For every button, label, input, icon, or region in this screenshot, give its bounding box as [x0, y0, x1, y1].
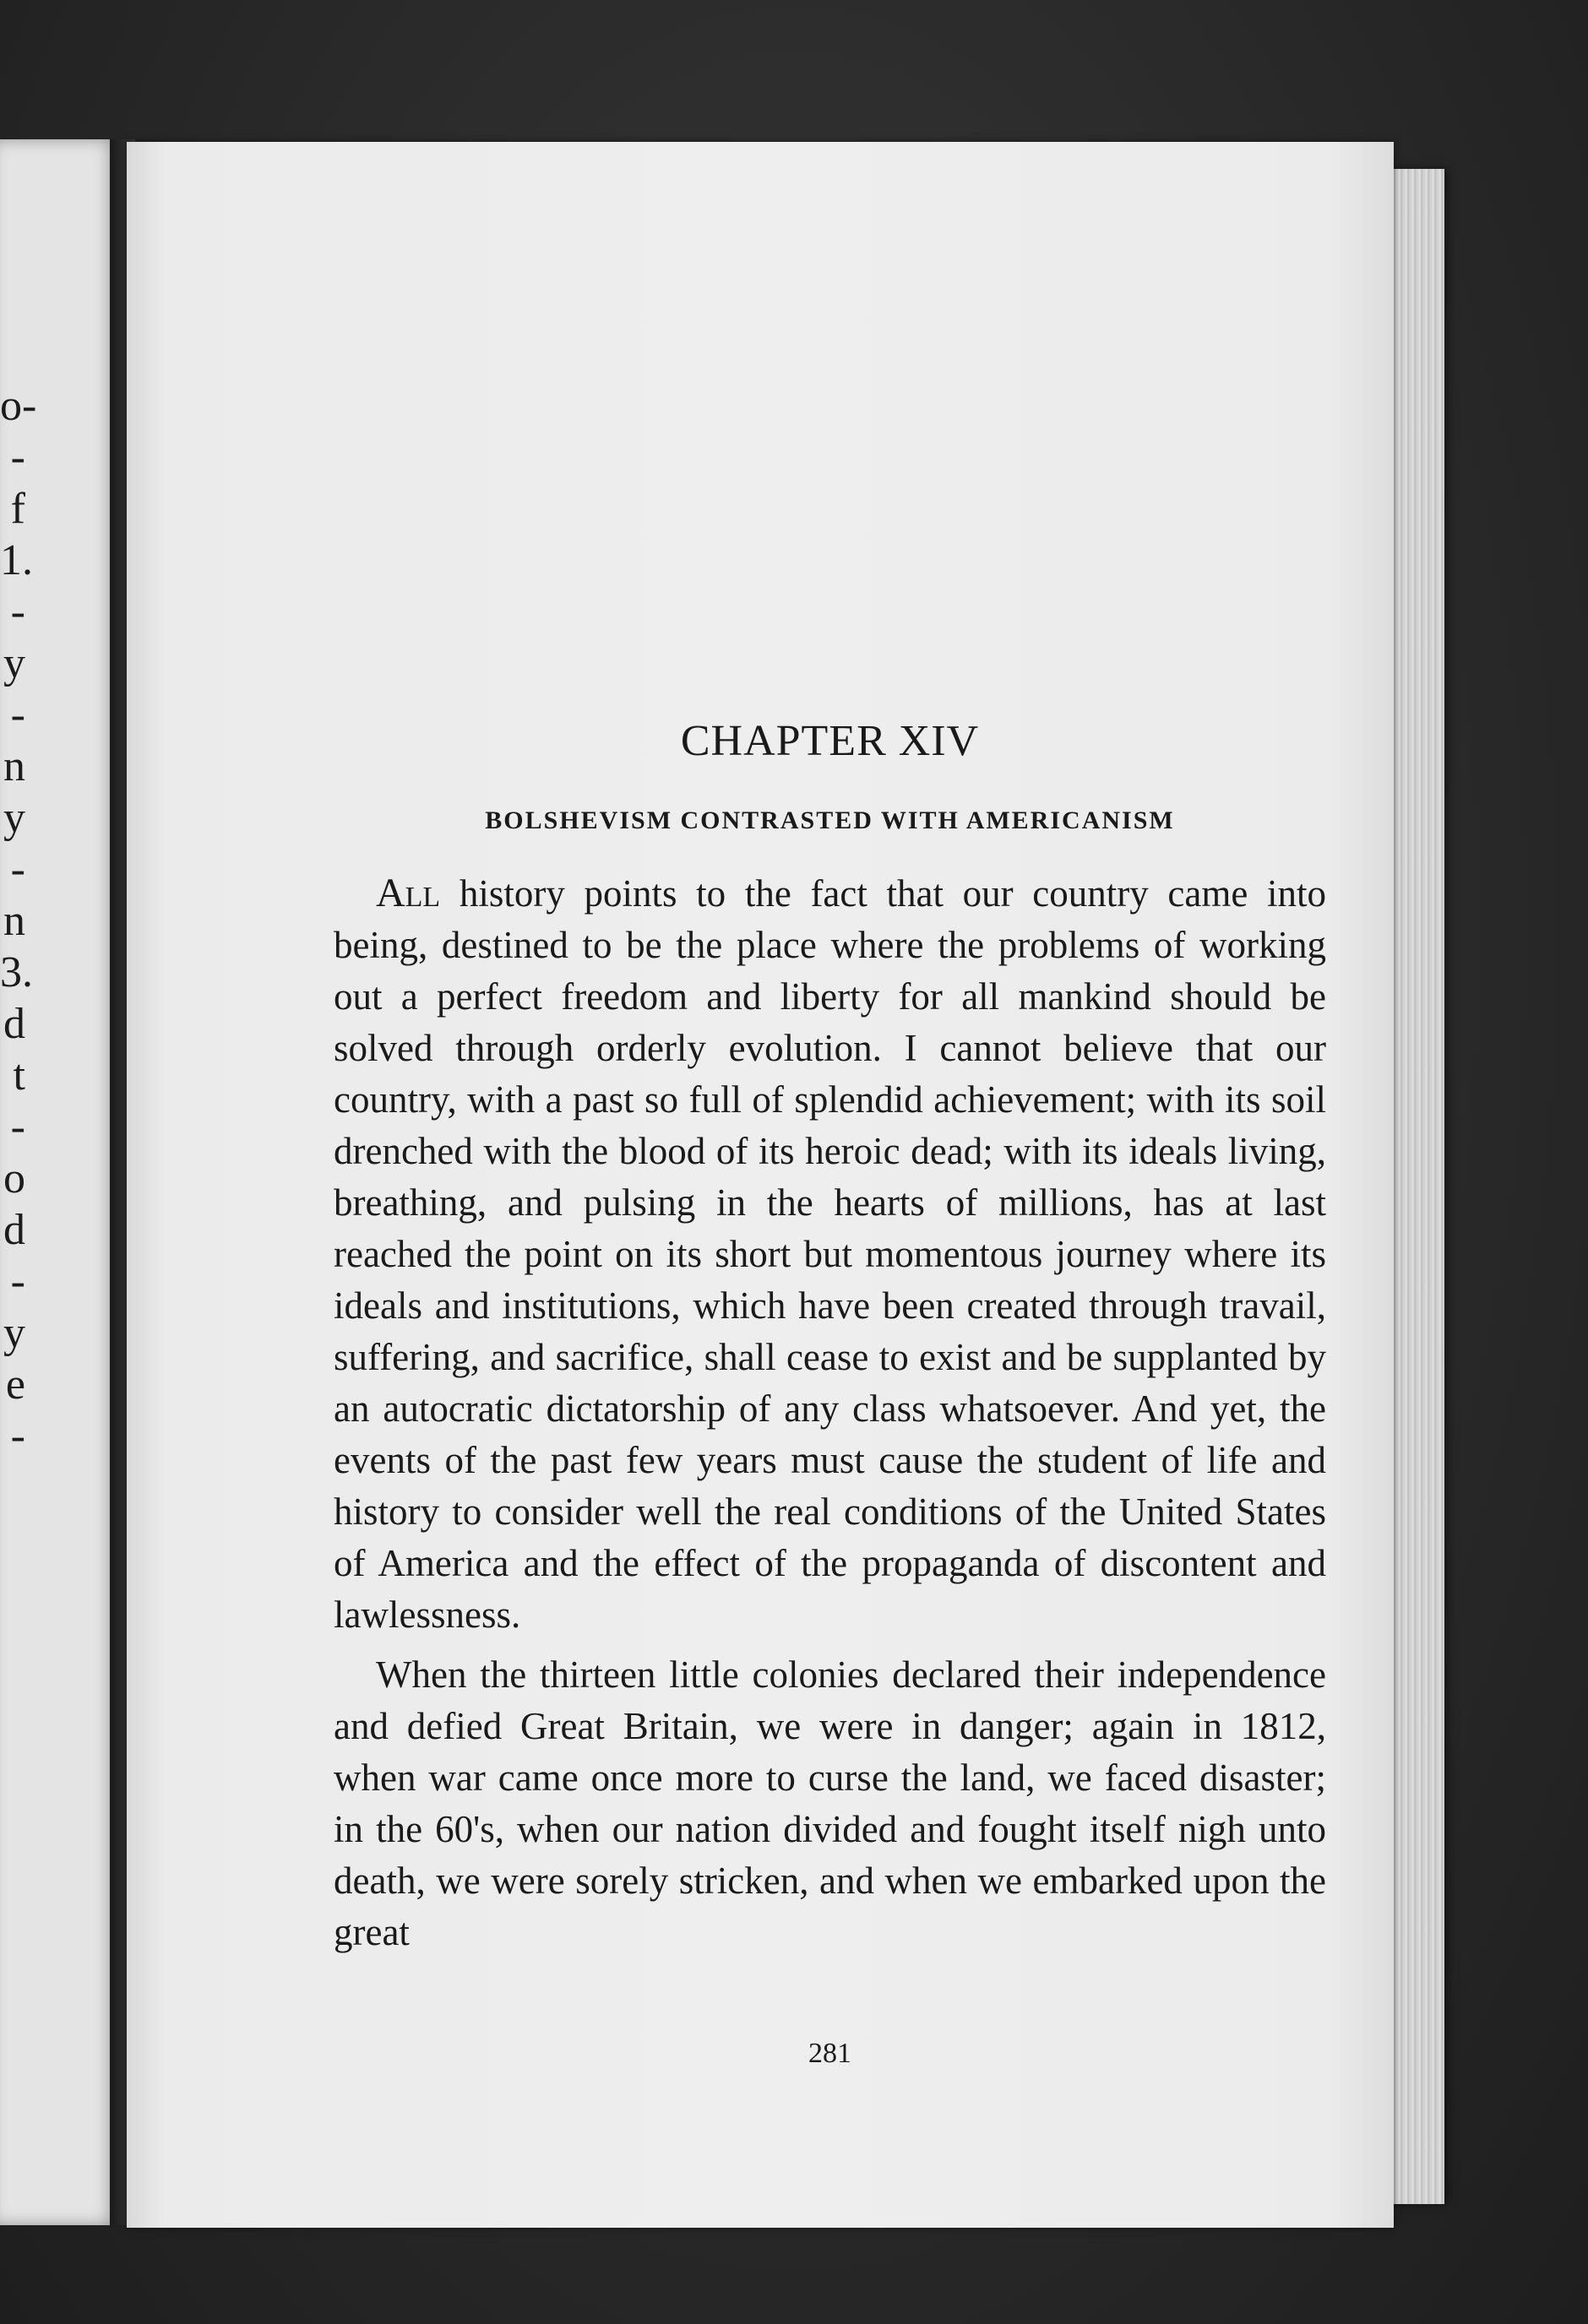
- previous-page-fragment: n: [3, 742, 25, 790]
- previous-page-fragment: -: [10, 433, 25, 481]
- previous-page-fragment: 3.: [0, 948, 33, 996]
- book-page: [127, 142, 1394, 2228]
- previous-page-fragment: t: [13, 1051, 25, 1100]
- previous-page-fragment: -: [10, 1103, 25, 1151]
- previous-page-edge: [0, 139, 118, 2225]
- page-text-block: [334, 716, 1326, 2069]
- section-title: BOLSHEVISM CONTRASTED WITH AMERICANISM: [485, 806, 1175, 834]
- previous-page-fragment: y: [3, 794, 25, 842]
- paragraph-1-text: history points to the fact that our country came into being, destined to be the place where the problems of working out a perfect freedom and liberty for all mankind should be solved through orderly evolution. I cannot believe that our country, with a past so full of splendid achievement; with its soil drenched with the blood of its heroic dead; with its ideals living, breathing, and pulsing in the hearts of millions, has at last reached the point on its short but momentous journey where its ideals and institutions, which have been created through travail, suffering, and sacrifice, shall cease to exist and be supplanted by an autocratic dictatorship of any class whatsoever. And yet, the events of the past few years must cause the student of life and history to consider well the real conditions of the United States of America and the effect of the propaganda of discontent and lawlessness.: [334, 872, 1326, 1636]
- previous-page-fragment: d: [3, 1000, 25, 1048]
- previous-page-fragment: o: [3, 1154, 25, 1203]
- previous-page-fragment: -: [10, 588, 25, 636]
- chapter-title: CHAPTER XIV: [680, 717, 980, 765]
- previous-page-fragment: n: [3, 897, 25, 945]
- previous-page-fragment: -: [10, 1412, 25, 1460]
- previous-page-fragment: e: [5, 1360, 25, 1409]
- previous-page-fragment: y: [3, 639, 25, 687]
- previous-page-fragment: -: [10, 845, 25, 893]
- previous-page-fragment: y: [3, 1309, 25, 1357]
- previous-page-fragment: d: [3, 1206, 25, 1254]
- page-number: 281: [808, 2038, 851, 2069]
- previous-page-fragment: -: [10, 691, 25, 739]
- paragraph-1-lead-word: All: [376, 871, 441, 915]
- paragraph-2: When the thirteen little colonies declared their independence and defied Great Britain, we were in danger; again in 1812, when war came once more to curse the land, we faced disaster; in the 60's, when our nation divided and fought itself nigh unto death, we were sorely stricken, and when we embarked upon the great: [334, 1653, 1326, 1953]
- previous-page-fragment: f: [10, 485, 25, 533]
- previous-page-fragment: -: [10, 1257, 25, 1306]
- paragraph-1: [334, 867, 1326, 1641]
- previous-page-fragment: o-: [0, 382, 37, 430]
- previous-page-fragment: 1.: [0, 536, 33, 584]
